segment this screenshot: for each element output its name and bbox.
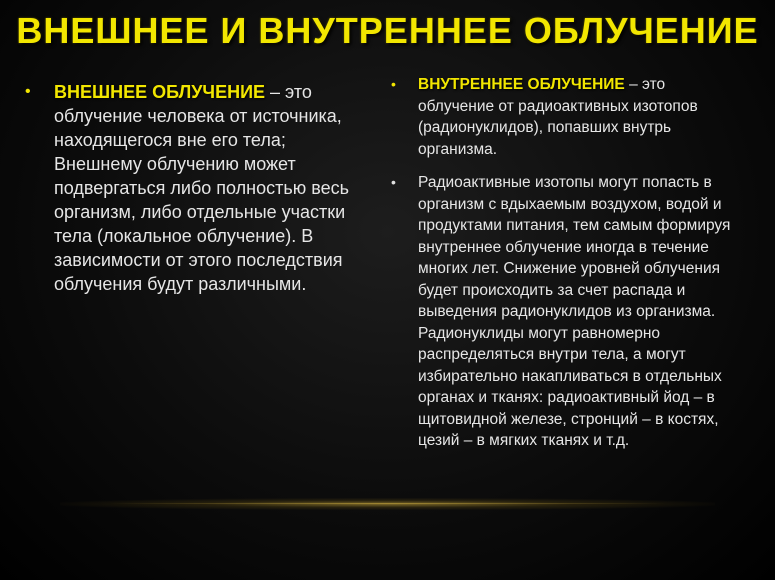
bullet-radioactive-isotopes	[386, 172, 736, 452]
bullet-external-irradiation	[22, 80, 367, 296]
right-column	[386, 74, 736, 452]
floor-glow	[60, 498, 715, 510]
internal-irradiation-text: – это облучение от радиоактивных изотопов (радионуклидов), попавших внутрь организма.	[418, 76, 698, 158]
bullet-internal-irradiation	[386, 74, 736, 160]
bullet-icon: •	[391, 174, 396, 190]
bullet-icon: •	[391, 76, 396, 92]
term-internal-irradiation: ВНУТРЕННЕЕ ОБЛУЧЕНИЕ	[418, 76, 625, 93]
floor-reflection-line	[110, 503, 665, 504]
left-column	[22, 80, 367, 296]
bullet-icon: •	[25, 83, 31, 100]
slide-title: ВНЕШНЕЕ И ВНУТРЕННЕЕ ОБЛУЧЕНИЕ	[16, 10, 759, 51]
term-external-irradiation: ВНЕШНЕЕ ОБЛУЧЕНИЕ	[54, 82, 266, 102]
external-irradiation-text: – это облучение человека от источника, находящегося вне его тела; Внешнему облучению может подвергаться либо полностью весь организм, либо отдельные участки тела (локальное облучение). В зависимости от этого последствия облучения будут различными.	[54, 82, 349, 294]
radioactive-isotopes-text: Радиоактивные изотопы могут попасть в организм с вдыхаемым воздухом, водой и продуктами питания, тем самым формируя внутреннее облучение иногда в течение многих лет. Снижение уровней облучения будет происходить за счет распада и выведения радионуклидов из организма. Радионуклиды могут равномерно распределяться внутри тела, а могут избирательно накапливаться в отдельных органах и тканях: радиоактивный йод – в щитовидной железе, стронций – в костях, цезий – в мягких тканях и т.д.	[418, 174, 731, 449]
